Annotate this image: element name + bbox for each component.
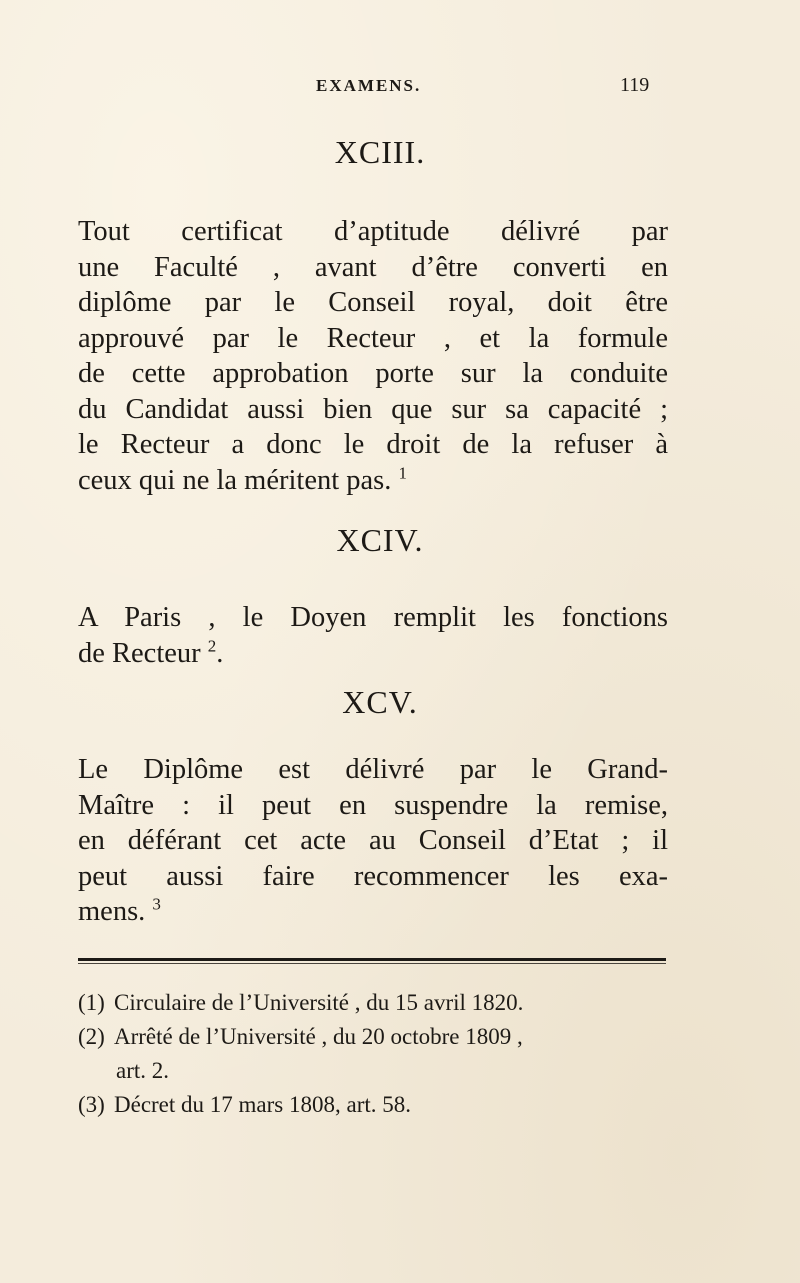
footnote-number: (2) [78, 1024, 105, 1049]
running-title: EXAMENS. [316, 76, 422, 95]
text-line: le Recteur a donc le droit de la refuser à [78, 429, 668, 460]
text-line: ceux qui ne la méritent pas. [78, 464, 392, 496]
footnote-number: (3) [78, 1092, 105, 1117]
footnote-marker: 2 [207, 636, 217, 655]
footnote-2 [78, 1020, 668, 1054]
text-line: une Faculté , avant d’être converti en [78, 251, 668, 283]
paragraph-xcv [78, 752, 668, 930]
section-heading-xciii: XCIII. [334, 134, 426, 170]
text-line: A Paris , le Doyen remplit les fonctions [78, 602, 668, 633]
text-line: Maître : il peut en suspendre la remise, [78, 789, 668, 821]
text-line: Tout certificat d’aptitude délivré par [78, 216, 668, 247]
punctuation: . [216, 637, 224, 669]
section-heading-xcv: XCV. [342, 684, 418, 720]
footnote-1 [78, 986, 668, 1020]
footnote-number: (1) [78, 990, 105, 1015]
text-line: approuvé par le Recteur , et la formule [78, 322, 668, 354]
page-number: 119 [620, 74, 650, 96]
footnotes [78, 986, 668, 1122]
footnote-2-continuation: art. 2. [116, 1058, 170, 1083]
footnote-text: Arrêté de l’Université , du 20 octobre 1809 , [114, 1024, 523, 1049]
paragraph-xciv [78, 600, 668, 671]
footnote-text: Circulaire de l’Université , du 15 avril 1820. [114, 990, 524, 1015]
text-line: en déférant cet acte au Conseil d’Etat ; il [78, 825, 668, 856]
text-line: de Recteur [78, 637, 201, 669]
text-line: de cette approbation porte sur la conduite [78, 358, 668, 389]
running-head [0, 76, 800, 100]
text-line-last [78, 636, 668, 672]
footnote-3 [78, 1088, 668, 1122]
footnote-marker: 1 [398, 463, 408, 482]
paragraph-xciii [78, 214, 668, 498]
footnote-text: Décret du 17 mars 1808, art. 58. [114, 1092, 412, 1117]
footnote-marker: 3 [152, 894, 161, 914]
text-line-last [78, 463, 668, 499]
text-line-last [78, 894, 668, 930]
footnote-rule [78, 958, 666, 961]
section-heading-xciv: XCIV. [336, 522, 424, 558]
text-line: peut aussi faire recommencer les exa- [78, 860, 668, 892]
text-line: diplôme par le Conseil royal, doit être [78, 287, 668, 318]
text-line: mens. [78, 896, 146, 927]
text-line: Le Diplôme est délivré par le Grand- [78, 754, 668, 785]
text-line: du Candidat aussi bien que sur sa capacité ; [78, 393, 668, 425]
